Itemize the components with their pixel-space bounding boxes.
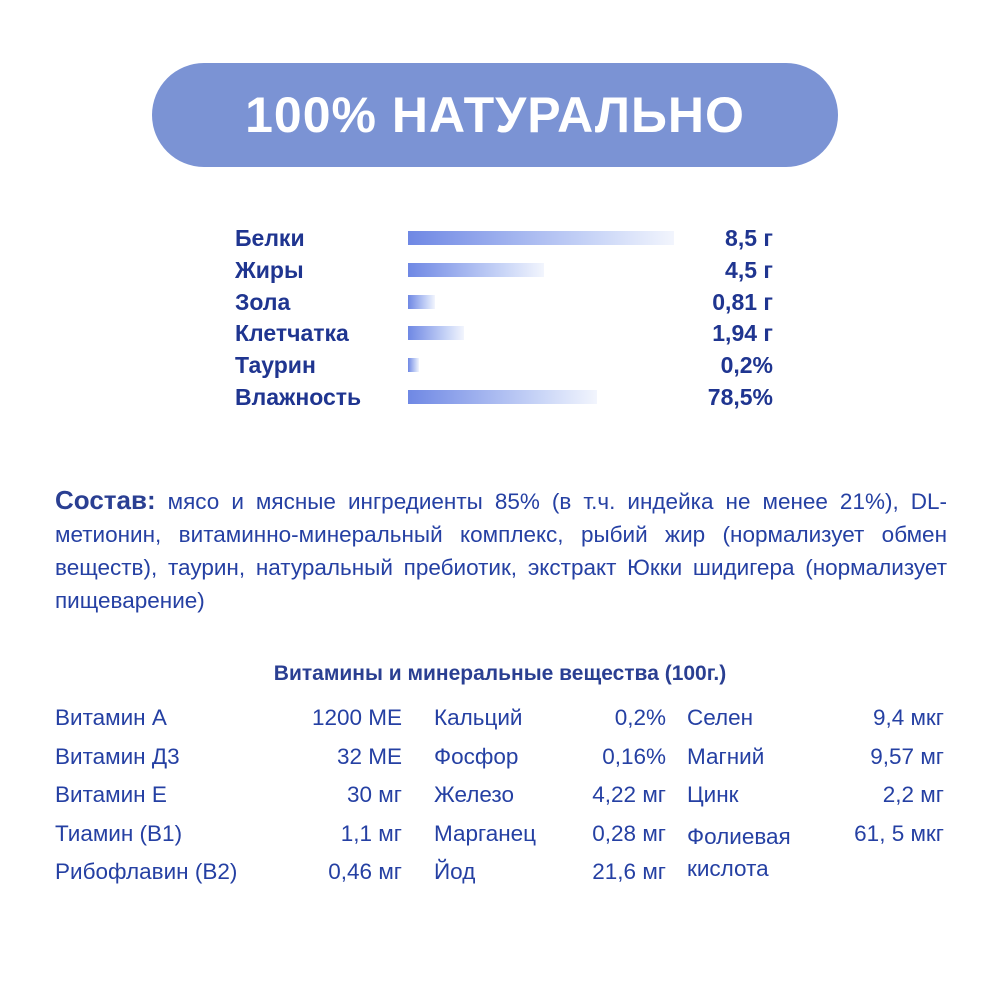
- vitamin-row: [687, 782, 944, 821]
- vitamin-name: Цинк: [687, 782, 739, 807]
- nutrient-bar-track: [408, 326, 674, 340]
- vitamin-name: Магний: [687, 743, 765, 769]
- vitamin-name: Фосфор: [434, 743, 519, 769]
- vitamin-row: [434, 782, 666, 821]
- composition-title: Состав:: [55, 485, 156, 515]
- vitamin-name: Витамин А: [55, 705, 167, 730]
- vitamin-name: Витамин Е: [55, 782, 167, 807]
- banner-title: 100% НАТУРАЛЬНО: [245, 87, 745, 143]
- vitamin-value: 0,2%: [614, 705, 666, 730]
- vitamins-title: Витамины и минеральные вещества (100г.): [273, 662, 727, 685]
- nutrient-bar: [408, 326, 464, 340]
- vitamin-row: [55, 744, 402, 783]
- vitamin-value: 0,16%: [602, 743, 666, 769]
- vitamin-name: Марганец: [434, 820, 537, 846]
- nutrient-bar: [408, 263, 544, 277]
- vitamin-value: 2,2 мг: [882, 782, 944, 807]
- nutrient-bar: [408, 295, 435, 309]
- vitamin-row: [434, 705, 666, 744]
- vitamin-row: [55, 821, 402, 860]
- nutrient-bar-track: [408, 295, 674, 309]
- nutrient-value: 8,5 г: [725, 225, 773, 251]
- vitamin-name: Фолиевая кислота: [687, 823, 791, 881]
- vitamin-value: 4,22 мг: [592, 782, 666, 807]
- vitamin-row: [55, 782, 402, 821]
- nutrient-label: Таурин: [235, 352, 316, 379]
- nutrient-value: 1,94 г: [712, 320, 773, 347]
- composition-text: мясо и мясные ингредиенты 85% (в т.ч. индейка не менее 21%), DL-метионин, витаминно-минеральный комплекс, рыбий жир (нормализует обмен веществ), таурин, натуральный пребиотик, экстракт Юкки шидигера (нормализует пищеварение): [55, 489, 947, 613]
- vitamin-value: 61, 5 мкг: [854, 820, 944, 846]
- vitamin-value: 30 мг: [347, 782, 402, 807]
- vitamin-value: 21,6 мг: [592, 859, 666, 884]
- nutrient-label: Влажность: [235, 383, 362, 410]
- vitamin-row: [687, 705, 944, 744]
- vitamin-row: [434, 859, 666, 898]
- vitamin-row: [55, 859, 402, 898]
- nutrient-row: [235, 222, 775, 254]
- vitamin-name: Кальций: [434, 705, 523, 730]
- vitamins-column-3: [687, 705, 944, 881]
- nutrient-bar-track: [408, 390, 674, 404]
- nutrient-row: [235, 254, 775, 286]
- banner: [152, 63, 838, 167]
- vitamin-value: 9,57 мг: [870, 743, 944, 769]
- nutrient-value: 78,5%: [707, 383, 773, 410]
- vitamin-value: 0,28 мг: [592, 820, 666, 846]
- nutrient-bar: [408, 390, 597, 404]
- vitamin-row: [434, 744, 666, 783]
- nutrient-row: [235, 349, 775, 381]
- vitamin-name: Селен: [687, 705, 754, 730]
- vitamin-row: [687, 821, 944, 881]
- nutrient-label: Белки: [235, 225, 305, 251]
- vitamin-value: 0,46 мг: [328, 859, 402, 884]
- nutrient-bar-track: [408, 231, 674, 245]
- vitamin-name: Йод: [434, 859, 476, 884]
- nutrient-value: 4,5 г: [725, 256, 773, 283]
- nutrient-value: 0,2%: [720, 352, 773, 379]
- vitamin-value: 9,4 мкг: [872, 705, 944, 730]
- vitamin-value: 32 МЕ: [336, 743, 402, 769]
- vitamin-row: [434, 821, 666, 860]
- nutrient-row: [235, 381, 775, 413]
- vitamin-name: Тиамин (В1): [55, 820, 183, 846]
- vitamins-column-1: [55, 705, 402, 898]
- nutrient-label: Жиры: [235, 256, 304, 283]
- nutrient-value: 0,81 г: [712, 288, 773, 315]
- nutrient-bar-track: [408, 263, 674, 277]
- vitamin-value: 1200 МЕ: [311, 705, 402, 730]
- vitamin-name: Железо: [434, 782, 514, 807]
- composition-block: [55, 484, 947, 617]
- vitamin-row: [687, 744, 944, 783]
- vitamin-name: Витамин Д3: [55, 743, 180, 769]
- nutrient-row: [235, 317, 775, 349]
- vitamin-name: Рибофлавин (В2): [55, 859, 238, 884]
- nutrient-bar: [408, 358, 419, 372]
- vitamin-row: [55, 705, 402, 744]
- nutrient-row: [235, 286, 775, 318]
- nutrient-table: [235, 222, 775, 413]
- nutrient-bar-track: [408, 358, 674, 372]
- nutrient-bar: [408, 231, 674, 245]
- vitamin-value: 1,1 мг: [340, 820, 402, 846]
- nutrient-label: Клетчатка: [235, 320, 349, 347]
- vitamins-column-2: [434, 705, 666, 898]
- nutrient-label: Зола: [235, 288, 291, 315]
